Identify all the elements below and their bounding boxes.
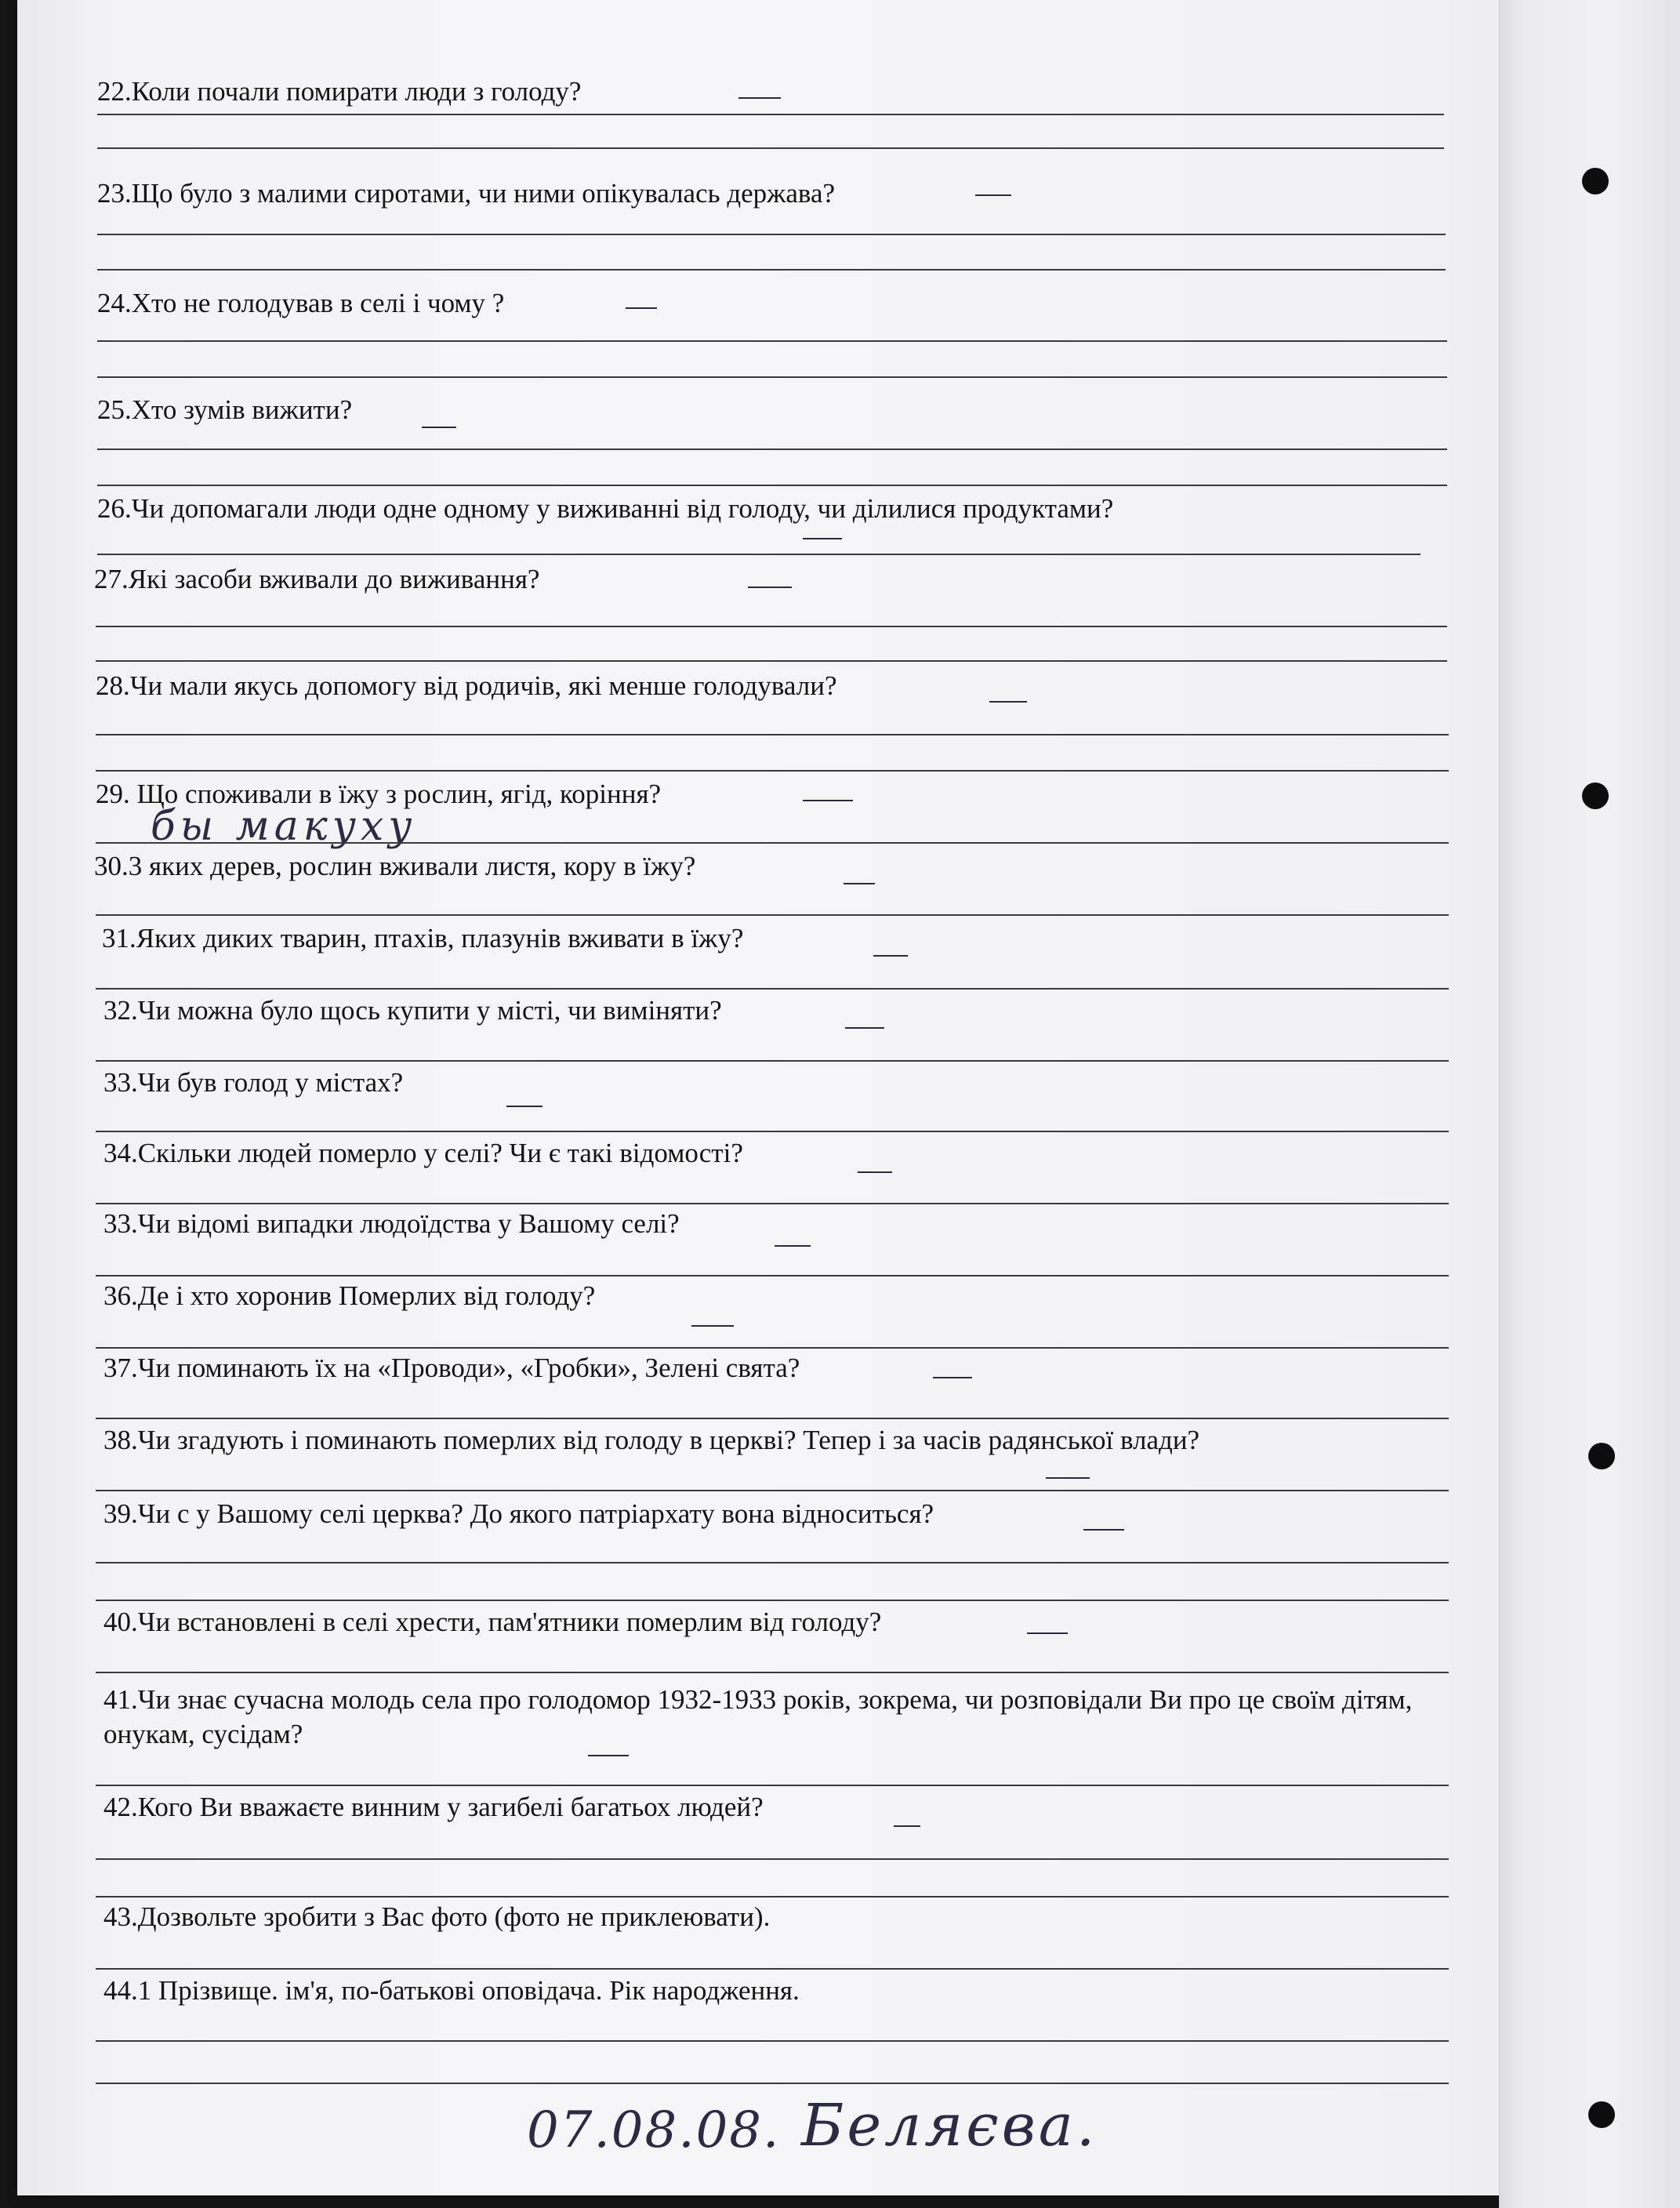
answer-line [96,660,1447,662]
answer-line [97,448,1447,450]
question-39: 39.Чи с у Вашому селі церква? До якого патріархату вона відноситься? [103,1498,934,1529]
answer-line [96,1785,1449,1786]
question-25: 25.Хто зумів вижити? [97,394,353,425]
no-answer-dash [1083,1529,1124,1531]
no-answer-dash [1027,1632,1068,1634]
answer-line [97,554,1421,555]
answer-line [97,114,1444,115]
punch-hole-icon [1588,1443,1615,1469]
handwritten-answer-29: бы макуху [151,803,417,850]
question-34: 34.Скільки людей померло у селі? Чи є такі відомості? [103,1138,743,1168]
question-29: 29. Що споживали в їжу з рослин, ягід, коріння? [96,779,662,809]
no-answer-dash [803,538,842,539]
answer-line [96,2040,1449,2042]
answer-line [97,485,1447,486]
answer-line [96,842,1449,844]
no-answer-dash [989,701,1027,703]
no-answer-dash [1046,1477,1090,1479]
question-35: 33.Чи відомі випадки людоїдства у Вашому селі? [103,1208,680,1239]
question-38: 38.Чи згадують і поминають померлих від голоду в церкві? Тепер і за часів радянської влади? [103,1425,1200,1455]
answer-line [97,234,1446,235]
question-26: 26.Чи допомагали люди одне одному у виживанні від голоду, чи ділилися продуктами? [97,493,1114,524]
question-36: 36.Де і хто хоронив Померлих від голоду? [103,1280,596,1311]
question-41: 41.Чи знає сучасна молодь села про голодомор 1932-1933 років, зокрема, чи розповідали Ви про це своїм дітям, онукам, сусідам? [103,1684,1413,1749]
no-answer-dash [858,1171,892,1173]
questionnaire-page [17,0,1664,2195]
no-answer-dash [975,194,1011,196]
answer-line [96,988,1449,990]
handwritten-signature: Беляєва. [801,2092,1098,2159]
no-answer-dash [626,307,657,309]
no-answer-dash [506,1106,542,1107]
no-answer-dash [775,1245,811,1247]
punch-hole-icon [1588,2101,1615,2128]
answer-line [96,1275,1449,1276]
answer-line [96,1490,1449,1491]
no-answer-dash [738,97,781,99]
answer-line [96,734,1449,735]
answer-line [96,770,1449,772]
answer-line [96,914,1449,916]
no-answer-dash [803,800,853,801]
question-24: 24.Хто не голодував в селі і чому ? [97,288,505,318]
answer-line [96,1858,1449,1860]
question-40: 40.Чи встановлені в селі хрести, пам'ятники померлим від голоду? [103,1607,882,1637]
page-fold-strip [1499,0,1680,2208]
question-43: 43.Дозвольте зробити з Вас фото (фото не приклеювати). [103,1901,771,1932]
question-22: 22.Коли почали помирати люди з голоду? [97,76,582,107]
answer-line [96,2083,1449,2084]
answer-line [96,1968,1449,1970]
answer-line [97,147,1444,149]
handwritten-date: 07.08.08. [527,2101,781,2159]
no-answer-dash [933,1377,972,1378]
no-answer-dash [845,1027,884,1029]
answer-line [96,1562,1449,1563]
answer-line [96,1896,1449,1898]
question-33: 33.Чи був голод у містах? [103,1067,404,1098]
answer-line [97,340,1447,342]
no-answer-dash [588,1755,629,1756]
no-answer-dash [748,586,792,588]
question-27: 27.Які засоби вживали до виживання? [94,564,540,594]
answer-line [96,626,1447,627]
question-44: 44.1 Прізвище. ім'я, по-батькові оповідача. Рік народження. [103,1975,800,2006]
answer-line [97,269,1446,271]
question-42: 42.Кого Ви вважаєте винним у загибелі багатьох людей? [103,1792,764,1822]
answer-line [97,376,1447,378]
answer-line [96,1347,1449,1349]
question-30: 30.3 яких дерев, рослин вживали листя, кору в їжу? [94,851,696,881]
question-37: 37.Чи поминають їх на «Проводи», «Гробки», Зелені свята? [103,1353,800,1383]
answer-line [96,1672,1449,1673]
question-28: 28.Чи мали якусь допомогу від родичів, які менше голодували? [96,670,837,701]
punch-hole-icon [1582,783,1609,809]
answer-line [96,1600,1449,1601]
no-answer-dash [422,427,456,428]
question-32: 32.Чи можна було щось купити у місті, чи виміняти? [103,995,722,1026]
answer-line [96,1418,1449,1419]
question-31: 31.Яких диких тварин, птахів, плазунів вживати в їжу? [102,923,744,953]
answer-line [96,1131,1449,1132]
question-23: 23.Що було з малими сиротами, чи ними опікувалась держава? [97,178,836,209]
no-answer-dash [844,883,875,884]
answer-line [96,1203,1449,1204]
answer-line [96,1060,1449,1062]
no-answer-dash [691,1325,734,1327]
no-answer-dash [894,1825,920,1827]
no-answer-dash [873,955,908,957]
punch-hole-icon [1582,168,1609,194]
